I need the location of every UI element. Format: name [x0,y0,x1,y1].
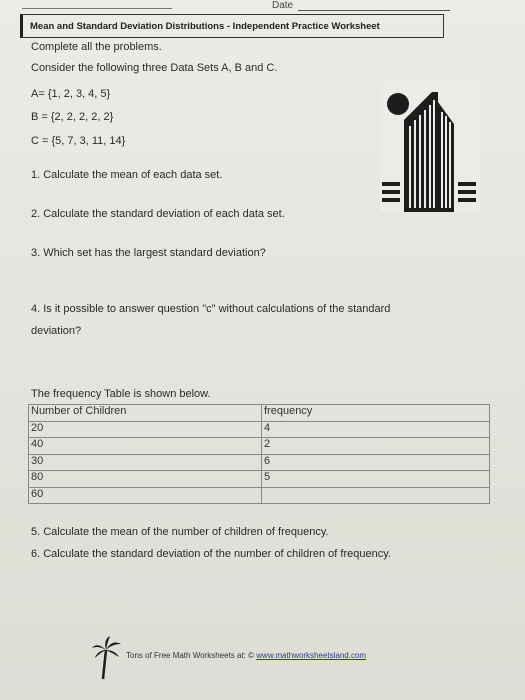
footer [126,651,366,660]
frequency-cell: 6 [262,454,490,471]
table-row [29,471,490,488]
data-set-c: C = {5, 7, 3, 11, 14} [31,135,126,147]
children-cell: 60 [29,487,262,504]
palm-tree-icon [92,636,122,680]
children-cell: 80 [29,471,262,488]
table-row [29,438,490,455]
children-cell: 30 [29,454,262,471]
skyscraper-logo-icon [380,82,480,212]
question-4-line-2: deviation? [31,325,82,337]
frequency-table [28,404,490,504]
frequency-cell: 5 [262,471,490,488]
children-cell: 40 [29,438,262,455]
instruction-text: Complete all the problems. [31,41,162,53]
consider-text: Consider the following three Data Sets A, B and C. [31,62,278,74]
frequency-cell: 4 [262,421,490,438]
table-header-row [29,405,490,422]
question-5: 5. Calculate the mean of the number of children of frequency. [31,526,329,538]
date-line [298,10,450,11]
table-row [29,454,490,471]
table-row [29,487,490,504]
question-2: 2. Calculate the standard deviation of each data set. [31,208,285,220]
question-3: 3. Which set has the largest standard deviation? [31,247,266,259]
frequency-cell: 2 [262,438,490,455]
frequency-cell [262,487,490,504]
header-frequency: frequency [262,405,490,422]
table-caption: The frequency Table is shown below. [31,388,211,400]
question-4-line-1: 4. Is it possible to answer question "c" without calculations of the standard [31,303,391,315]
question-1: 1. Calculate the mean of each data set. [31,169,223,181]
date-label: Date [272,0,294,11]
table-row [29,421,490,438]
copyright-symbol: © [248,651,255,660]
data-set-b: B = {2, 2, 2, 2, 2} [31,111,114,123]
children-cell: 20 [29,421,262,438]
question-6: 6. Calculate the standard deviation of the number of children of frequency. [31,548,391,560]
worksheet-title: Mean and Standard Deviation Distributions - Independent Practice Worksheet [30,21,380,32]
footer-text: Tons of Free Math Worksheets at: [126,651,249,660]
data-set-a: A= {1, 2, 3, 4, 5} [31,88,111,100]
footer-website-link[interactable]: www.mathworksheetsland.com [256,651,367,660]
header-number-of-children: Number of Children [29,405,262,422]
top-rule [22,8,172,9]
